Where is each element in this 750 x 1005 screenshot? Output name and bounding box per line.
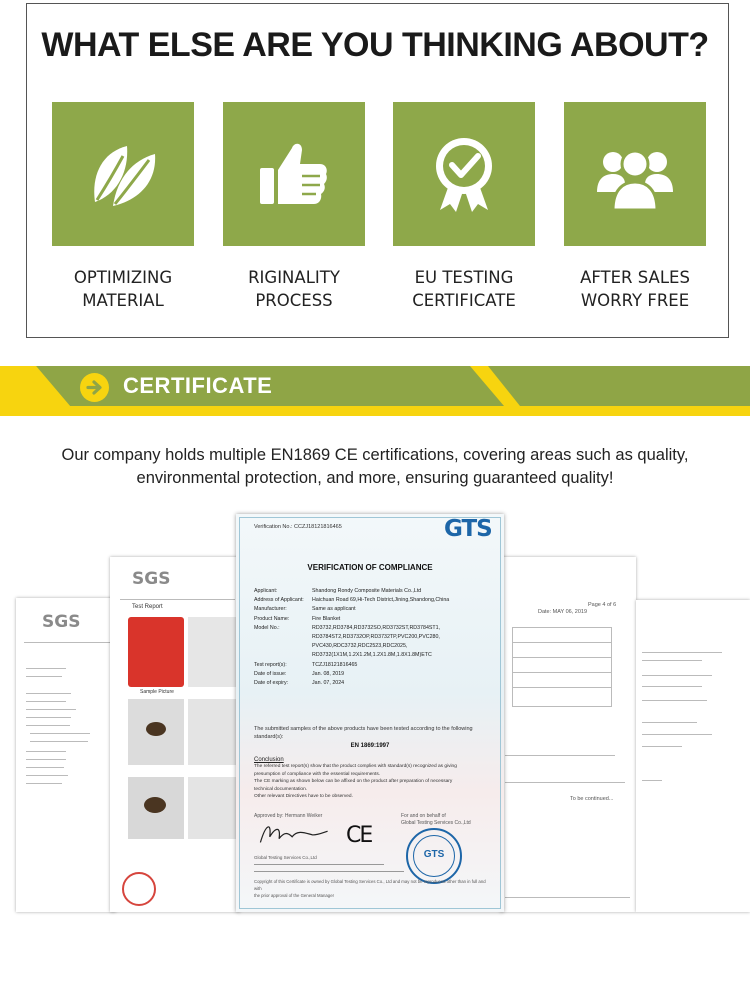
certificate-row [254, 615, 494, 624]
section-banner [0, 366, 750, 416]
red-stamp [122, 872, 156, 906]
certificate-row-value: Jan. 08, 2019 [312, 670, 345, 677]
feature-label-process [199, 266, 389, 312]
feature-label-certificate [369, 266, 559, 312]
conclusion-line: technical documentation. [254, 786, 308, 792]
approved-by: Approved by: Hermann Weiker [254, 813, 323, 819]
gts-seal [406, 828, 462, 884]
certificate-row-key: Applicant: [254, 588, 278, 594]
verification-number: Verification No.: CCZJ18121816465 [254, 524, 342, 530]
certificate-row [254, 670, 494, 679]
standard-number: EN 1869:1997 [350, 743, 390, 749]
copyright-text [254, 878, 494, 899]
award-badge-icon [424, 134, 504, 214]
behalf-company: Global Testing Services Co.,Ltd [401, 820, 471, 826]
certificate-row-value: RD3732(1X1M,1.2X1.2M,1.2X1.8M,1.8X1.8M)ETC [312, 652, 432, 659]
certificate-row-key: Model No.: [254, 624, 280, 631]
feature-label-after-sales [540, 266, 730, 312]
feature-label-material [28, 266, 218, 312]
certificate-row-value: RD3732,RD3784,RD3732SO,RD3732ST,RD3784ST1, [312, 624, 441, 631]
section-title: CERTIFICATE [123, 373, 273, 398]
sgs-logo: SGS [132, 569, 171, 589]
certificate-row-value: Haichuan Road 69,Hi-Tech District,Jining,Shandong,China [312, 597, 450, 604]
test-report-title: Test Report [132, 604, 163, 610]
footer-company: Global Testing Services Co.,Ltd [254, 855, 317, 860]
conclusion-line: presumption of compliance with the essential requirements. [254, 771, 381, 777]
certificate-doc-right [500, 557, 636, 912]
seal-logo: GTS [423, 849, 445, 860]
certificate-row-value: RD3784ST2,RD3732OP,RD3732TP,PVC200,PVC280, [312, 634, 440, 641]
certificate-row [254, 633, 494, 642]
certificate-row [254, 624, 494, 633]
signature-mark [256, 820, 332, 848]
certificate-row-key: Product Name: [254, 615, 290, 622]
sample-photo-white [188, 617, 240, 687]
gts-certificate [236, 514, 504, 912]
certificate-row [254, 587, 494, 596]
certificate-row [254, 596, 494, 605]
arrow-circle-icon [80, 373, 109, 402]
sample-picture-label: Sample Picture [140, 689, 174, 695]
feature-label-line: CERTIFICATE [412, 291, 516, 310]
burn-mark [144, 797, 166, 813]
feature-tile-certificate [393, 102, 535, 246]
certificate-row [254, 661, 494, 670]
results-table [512, 627, 612, 707]
users-icon [595, 134, 675, 214]
certificate-row-key: Address of Applicant: [254, 597, 304, 604]
certificate-details [254, 587, 494, 688]
certificate-row [254, 642, 494, 651]
conclusion-title: Conclusion [254, 757, 284, 763]
feature-label-line: MATERIAL [82, 291, 164, 310]
feature-label-line: RIGINALITY [248, 268, 340, 287]
certificate-row-value: TCZJ18121816465 [312, 661, 358, 668]
conclusion-line: The referred test report(s) show that the product complies with standard(s) recognized as giving [254, 764, 457, 769]
copyright-line: the prior approval of the General Manager [254, 893, 335, 898]
report-page: Page 4 of 6 [588, 602, 617, 608]
certificate-title: VERIFICATION OF COMPLIANCE [307, 563, 433, 572]
ce-mark: CE [346, 823, 372, 848]
certificate-doc-far-left [16, 598, 116, 912]
certificate-row [254, 651, 494, 660]
certificate-doc-left [110, 557, 240, 912]
certificate-row [254, 605, 494, 614]
conclusion-line: Other relevant Directives have to be observed. [254, 794, 353, 800]
certificate-row-key [254, 651, 312, 660]
certificate-row-value: Shandong Rondy Composite Materials Co.,Ltd [312, 588, 422, 594]
certificate-row-value: Same as applicant [312, 606, 356, 613]
thumbs-up-icon [254, 134, 334, 214]
certificate-row-key [254, 642, 312, 651]
certificate-row [254, 679, 494, 688]
sample-photo-red-blanket [128, 617, 184, 687]
feature-label-line: PROCESS [255, 291, 333, 310]
sample-photo-white-2 [188, 699, 240, 765]
certificate-doc-far-right [636, 600, 750, 912]
continued-text: To be continued... [570, 796, 614, 802]
sgs-logo: SGS [42, 612, 81, 632]
feature-tile-after-sales [564, 102, 706, 246]
sample-photo-white-3 [188, 777, 240, 839]
burn-mark [146, 722, 166, 736]
feature-label-line: EU TESTING [414, 268, 514, 287]
certificate-row-value: PVC430,RDC3732,RDC2523,RDC2025, [312, 643, 408, 650]
leaf-icon [83, 134, 163, 214]
certificate-row-key: Date of issue: [254, 670, 287, 677]
behalf-text: For and on behalf of [401, 813, 446, 819]
report-date: Date: MAY 06, 2019 [538, 609, 588, 615]
certificate-row-key: Manufacturer: [254, 606, 287, 613]
gts-logo: GTS [444, 516, 492, 542]
certificate-row-value: Fire Blanket [312, 615, 341, 622]
certificate-row-value: Jan. 07, 2024 [312, 680, 345, 687]
feature-label-line: OPTIMIZING [73, 268, 173, 287]
submitted-text: The submitted samples of the above products have been tested according to the following standard(s): [254, 726, 473, 740]
copyright-line: Copyright of this Certificate is owned by Global Testing Services Co., Ltd and may not be reproduced other than in full and with [254, 879, 486, 891]
feature-tile-material [52, 102, 194, 246]
certificate-row-key: Date of expiry: [254, 680, 289, 687]
conclusion-line: The CE marking as shown below can be affixed on the product after preparation of necessary [254, 779, 453, 785]
certificate-border [239, 517, 501, 909]
certificate-row-key: Test report(s): [254, 661, 287, 668]
conclusion-text [254, 763, 489, 801]
certificate-row-key [254, 633, 312, 642]
feature-label-line: AFTER SALES [580, 268, 690, 287]
feature-tile-process [223, 102, 365, 246]
intro-text: Our company holds multiple EN1869 CE certifications, covering areas such as quality, environmental protection, and more, ensuring guaranteed quality! [61, 446, 689, 487]
headline: WHAT ELSE ARE YOU THINKING ABOUT? [41, 26, 709, 64]
feature-label-line: WORRY FREE [580, 291, 690, 310]
